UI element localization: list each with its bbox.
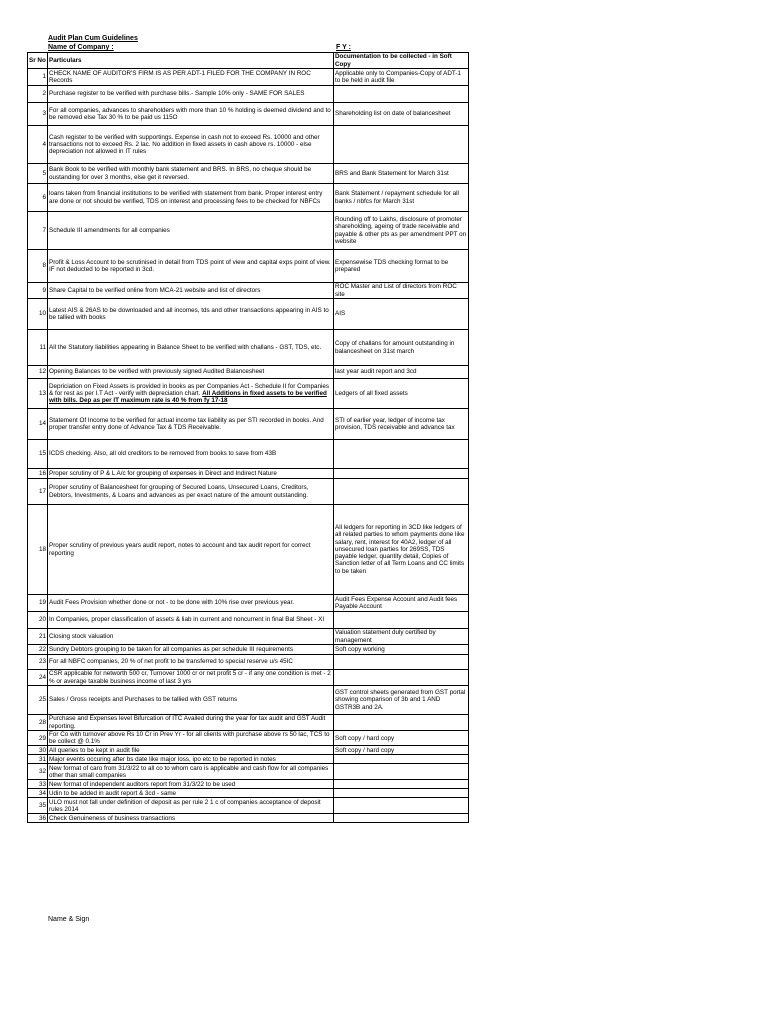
row-documentation: GST control sheets generated from GST portal showing comparison of 3b and 1 AND GSTR3B and 2A. bbox=[334, 686, 469, 715]
row-particulars-text: New format of independent auditors report from 31/3/22 to be used bbox=[49, 780, 236, 788]
row-documentation bbox=[334, 86, 469, 103]
row-sr-no: 20 bbox=[28, 612, 48, 629]
company-name-label: Name of Company : bbox=[48, 44, 114, 51]
row-documentation bbox=[334, 612, 469, 629]
table-row bbox=[28, 686, 469, 715]
row-particulars bbox=[48, 595, 334, 612]
row-documentation: Valuation statement duly certified by management bbox=[334, 629, 469, 645]
table-row bbox=[28, 330, 469, 366]
row-sr-no: 19 bbox=[28, 595, 48, 612]
row-documentation bbox=[334, 715, 469, 731]
row-documentation: Soft copy / hard copy bbox=[334, 731, 469, 746]
row-particulars-text: Sundry Debtors grouping to be taken for all companies as per schedule III requirements bbox=[49, 645, 293, 653]
row-documentation: Expensewise TDS checking format to be prepared bbox=[334, 250, 469, 283]
table-row bbox=[28, 440, 469, 469]
row-particulars-text: Purchase register to be verified with purchase bills.- Sample 10% only - SAME FOR SALES bbox=[49, 90, 305, 98]
row-documentation bbox=[334, 440, 469, 469]
row-particulars-text: Closing stock valuation bbox=[49, 632, 114, 640]
row-particulars bbox=[48, 715, 334, 731]
table-row bbox=[28, 366, 469, 379]
row-documentation bbox=[334, 814, 469, 823]
row-documentation bbox=[334, 764, 469, 780]
row-particulars bbox=[48, 798, 334, 814]
audit-plan-table bbox=[27, 52, 469, 823]
row-particulars-text: Bank Book to be verified with monthly bank statement and BRS. In BRS, no cheque should be oustanding for over 3 months, else get it reversed. bbox=[49, 166, 312, 181]
row-sr-no: 12 bbox=[28, 366, 48, 379]
row-particulars bbox=[48, 670, 334, 686]
row-sr-no: 32 bbox=[28, 764, 48, 780]
row-documentation bbox=[334, 780, 469, 789]
table-row bbox=[28, 780, 469, 789]
row-documentation bbox=[334, 479, 469, 505]
row-sr-no: 18 bbox=[28, 505, 48, 595]
table-row bbox=[28, 86, 469, 103]
table-row bbox=[28, 612, 469, 629]
row-particulars bbox=[48, 755, 334, 764]
table-row bbox=[28, 409, 469, 440]
row-particulars bbox=[48, 731, 334, 746]
row-particulars-text: Latest AIS & 26AS to be downloaded and all incomes, tds and other transactions appearing in AIS to be tallied with books bbox=[49, 306, 329, 321]
row-particulars bbox=[48, 655, 334, 670]
row-documentation: Rounding off to Lakhs, disclosure of promoter shareholding, ageing of trade receivable and payable & other pts as per amendment PPT on website bbox=[334, 212, 469, 250]
row-documentation bbox=[334, 655, 469, 670]
row-documentation: Copy of challans for amount outstanding in balancesheet on 31st march bbox=[334, 330, 469, 366]
row-particulars-text: Proper scrutiny of P & L A/c for grouping of expenses in Direct and Indirect Nature bbox=[49, 469, 277, 477]
row-particulars-text: Statement Of Income to be verified for actual income tax liability as per STI recorded in books. And proper transfer entry done of Advance Tax & TDS Receivable. bbox=[49, 416, 324, 431]
row-sr-no: 21 bbox=[28, 629, 48, 645]
row-documentation: Soft copy working bbox=[334, 645, 469, 655]
row-sr-no: 1 bbox=[28, 69, 48, 86]
row-particulars-text: For Co with turnover above Rs 10 Cr in Prev Yr - for all clients with purchase above rs 50 lac, TCS to be collect @ 0.1% bbox=[49, 731, 330, 746]
row-sr-no: 23 bbox=[28, 655, 48, 670]
row-particulars-text: ICDS checking. Also, all old creditors to be removed from books to save from 43B bbox=[49, 450, 277, 458]
row-particulars-text: Schedule III amendments for all companies bbox=[49, 226, 170, 234]
row-particulars-text: For all NBFC companies, 20 % of net profit to be transferred to special reserve u/s 45IC bbox=[49, 658, 293, 666]
table-row bbox=[28, 670, 469, 686]
row-documentation bbox=[334, 469, 469, 479]
table-row bbox=[28, 103, 469, 126]
row-sr-no: 6 bbox=[28, 184, 48, 212]
row-sr-no: 30 bbox=[28, 746, 48, 755]
table-row bbox=[28, 479, 469, 505]
row-particulars bbox=[48, 330, 334, 366]
row-particulars-text: All queries to be kept in audit file bbox=[49, 746, 140, 754]
row-sr-no: 31 bbox=[28, 755, 48, 764]
row-particulars-text: loans taken from financial institutions to be verified with statement from bank. Proper interest entry are done or not should be verified, TDS on interest and processing fees to be checked for NBFCs bbox=[49, 190, 323, 205]
row-sr-no: 22 bbox=[28, 645, 48, 655]
row-particulars-text: Audit Fees Provision whether done or not - to be done with 10% rise over previous year. bbox=[49, 599, 295, 607]
table-row bbox=[28, 814, 469, 823]
table-row bbox=[28, 469, 469, 479]
table-row bbox=[28, 645, 469, 655]
table-row bbox=[28, 283, 469, 299]
table-row bbox=[28, 731, 469, 746]
row-particulars bbox=[48, 366, 334, 379]
row-particulars bbox=[48, 612, 334, 629]
table-row bbox=[28, 250, 469, 283]
row-documentation: Audit Fees Expense Account and Audit fees Payable Account bbox=[334, 595, 469, 612]
row-particulars bbox=[48, 184, 334, 212]
row-sr-no: 14 bbox=[28, 409, 48, 440]
row-particulars-text: ULO must not fall under definition of deposit as per rule 2 1 c of companies acceptance of deposit rules 2014 bbox=[49, 798, 321, 813]
row-sr-no: 3 bbox=[28, 103, 48, 126]
row-particulars bbox=[48, 780, 334, 789]
row-particulars-text: In Companies, proper classification of assets & liab in current and noncurrent in final Bal Sheet - XI bbox=[49, 616, 325, 624]
row-particulars-emphasis: All Additions in fixed assets to be verified with bills. Dep as per IT maximum rate is 40 % from fy 17-18 bbox=[49, 389, 327, 405]
row-documentation: Soft copy / hard copy bbox=[334, 746, 469, 755]
table-row bbox=[28, 379, 469, 409]
header-sr-no: Sr No bbox=[28, 53, 48, 69]
row-documentation: Applicable only to Companies-Copy of ADT-1 to be held in audit file bbox=[334, 69, 469, 86]
row-particulars-text: For all companies, advances to shareholders with more than 10 % holding is deemed dividend and to be removed else Tax 30 % to be paid us 115O bbox=[49, 106, 331, 121]
row-documentation bbox=[334, 789, 469, 798]
table-row bbox=[28, 789, 469, 798]
name-and-sign-label: Name & Sign bbox=[48, 916, 90, 923]
row-particulars bbox=[48, 299, 334, 330]
row-particulars-text: Cash register to be verified with supportings. Expense in cash not to exceed Rs. 10000 and other transactions not to exceed Rs. 2 lac. No addition in fixed assets in cash above rs. 10000 - else depreciation not allowed in IT rules bbox=[49, 133, 320, 156]
row-particulars-text: CSR applicable for networth 500 cr, Turnover 1000 cr or net profit 5 cr - if any one condition is met - 2 % or average taxable business income of last 3 yrs bbox=[49, 670, 331, 685]
row-sr-no: 29 bbox=[28, 731, 48, 746]
row-sr-no: 15 bbox=[28, 440, 48, 469]
table-row bbox=[28, 655, 469, 670]
row-sr-no: 16 bbox=[28, 469, 48, 479]
table-row bbox=[28, 69, 469, 86]
row-sr-no: 10 bbox=[28, 299, 48, 330]
row-documentation bbox=[334, 755, 469, 764]
row-particulars-text: Profit & Loss Account to be scrutinised in detail from TDS point of view and capital exps point of view. IF not deducted to be reported in 3cd. bbox=[49, 258, 331, 273]
row-documentation: All ledgers for reporting in 3CD like ledgers of all related parties to whom payments done like salary, rent, interest for 40A2, ledger of all unsecured loan parties for 269SS, TDS payable ledger, quantity detail, Copies of Sanction letter of all Term Loans and CC limits to be taken bbox=[334, 505, 469, 595]
row-particulars bbox=[48, 212, 334, 250]
row-particulars-text: New format of caro from 31/3/22 to all co to whom caro is applicable and cash flow for all companies other than small companies bbox=[49, 764, 329, 779]
header-documentation: Documentation to be collected - in Soft Copy bbox=[334, 53, 469, 69]
row-particulars bbox=[48, 469, 334, 479]
row-sr-no: 4 bbox=[28, 126, 48, 164]
row-particulars-text: Major events occuring after bs date like major loss, ipo etc to be reported in notes bbox=[49, 755, 276, 763]
row-particulars bbox=[48, 440, 334, 469]
row-sr-no: 9 bbox=[28, 283, 48, 299]
table-header-row bbox=[28, 53, 469, 69]
row-particulars-text: Share Capital to be verified online from MCA-21 website and list of directors bbox=[49, 286, 261, 294]
table-row bbox=[28, 764, 469, 780]
table-row bbox=[28, 755, 469, 764]
row-particulars bbox=[48, 250, 334, 283]
row-particulars-text: Proper scrutiny of Balancesheet for grouping of Secured Loans, Unsecured Loans, Creditors, Debtors, Investments, & Loans and advances as per exact nature of the amount outstanding. bbox=[49, 484, 309, 499]
row-documentation bbox=[334, 670, 469, 686]
row-particulars bbox=[48, 409, 334, 440]
table-row bbox=[28, 505, 469, 595]
row-particulars-text: Opening Balances to be verified with previously signed Audited Balancesheet bbox=[49, 368, 265, 376]
row-documentation: ROC Master and List of directors from ROC site bbox=[334, 283, 469, 299]
row-sr-no: 17 bbox=[28, 479, 48, 505]
row-sr-no: 13 bbox=[28, 379, 48, 409]
row-sr-no: 8 bbox=[28, 250, 48, 283]
row-sr-no: 24 bbox=[28, 670, 48, 686]
row-sr-no: 25 bbox=[28, 686, 48, 715]
row-particulars bbox=[48, 789, 334, 798]
row-documentation: last year audit report and 3cd bbox=[334, 366, 469, 379]
row-particulars bbox=[48, 479, 334, 505]
table-row bbox=[28, 126, 469, 164]
row-documentation: Ledgers of all fixed assets bbox=[334, 379, 469, 409]
row-particulars bbox=[48, 69, 334, 86]
row-sr-no: 36 bbox=[28, 814, 48, 823]
row-documentation: BRS and Bank Statement for March 31st bbox=[334, 164, 469, 184]
row-documentation: STI of earlier year, ledger of income tax provision, TDS receivable and advance tax bbox=[334, 409, 469, 440]
row-particulars-text: Udin to be added in audit report & 3cd - same bbox=[49, 789, 177, 797]
row-documentation bbox=[334, 798, 469, 814]
row-documentation bbox=[334, 126, 469, 164]
table-row bbox=[28, 715, 469, 731]
row-sr-no: 35 bbox=[28, 798, 48, 814]
header-particulars: Particulars bbox=[48, 53, 334, 69]
table-row bbox=[28, 164, 469, 184]
row-particulars bbox=[48, 746, 334, 755]
row-particulars bbox=[48, 764, 334, 780]
table-row bbox=[28, 595, 469, 612]
row-documentation: Bank Statement / repayment schedule for all banks / nbfcs for March 31st bbox=[334, 184, 469, 212]
row-particulars bbox=[48, 103, 334, 126]
row-particulars-text: Check Genuineness of business transactions bbox=[49, 814, 176, 822]
row-particulars-text: Proper scrutiny of previous years audit report, notes to account and tax audit report for correct reporting bbox=[49, 542, 311, 557]
row-particulars bbox=[48, 164, 334, 184]
row-particulars bbox=[48, 283, 334, 299]
row-sr-no: 5 bbox=[28, 164, 48, 184]
table-row bbox=[28, 746, 469, 755]
table-row bbox=[28, 184, 469, 212]
table-row bbox=[28, 798, 469, 814]
table-row bbox=[28, 629, 469, 645]
row-documentation: AIS bbox=[334, 299, 469, 330]
row-particulars-text: Purchase and Expenses level Bifurcation of ITC Availed during the year for tax audit and GST Audit reporting. bbox=[49, 715, 326, 730]
page-title: Audit Plan Cum Guidelines bbox=[48, 35, 138, 42]
row-particulars bbox=[48, 86, 334, 103]
row-particulars-text: All the Statutory liabilities appearing in Balance Sheet to be verified with challans - GST, TDS, etc. bbox=[49, 343, 322, 351]
row-sr-no: 2 bbox=[28, 86, 48, 103]
row-particulars bbox=[48, 814, 334, 823]
row-documentation: Shareholding list on date of balancesheet bbox=[334, 103, 469, 126]
row-particulars-text: Depriciation on Fixed Assets is provided in books as per Companies Act - Schedule II for Companies & for rest as per I.T Act - verify with depreciation chart. bbox=[49, 382, 330, 397]
row-particulars-text: CHECK NAME OF AUDITOR'S FIRM IS AS PER ADT-1 FILED FOR THE COMPANY IN ROC Records bbox=[49, 69, 311, 84]
row-particulars bbox=[48, 629, 334, 645]
row-particulars bbox=[48, 645, 334, 655]
table-row bbox=[28, 299, 469, 330]
table-row bbox=[28, 212, 469, 250]
fy-label: F Y : bbox=[336, 44, 351, 51]
row-sr-no: 7 bbox=[28, 212, 48, 250]
row-particulars bbox=[48, 505, 334, 595]
row-sr-no: 11 bbox=[28, 330, 48, 366]
row-particulars bbox=[48, 686, 334, 715]
row-sr-no: 33 bbox=[28, 780, 48, 789]
row-particulars bbox=[48, 379, 334, 409]
row-particulars bbox=[48, 126, 334, 164]
row-sr-no: 28 bbox=[28, 715, 48, 731]
row-sr-no: 34 bbox=[28, 789, 48, 798]
row-particulars-text: Sales / Gross receipts and Purchases to be tallied with GST returns bbox=[49, 696, 238, 704]
